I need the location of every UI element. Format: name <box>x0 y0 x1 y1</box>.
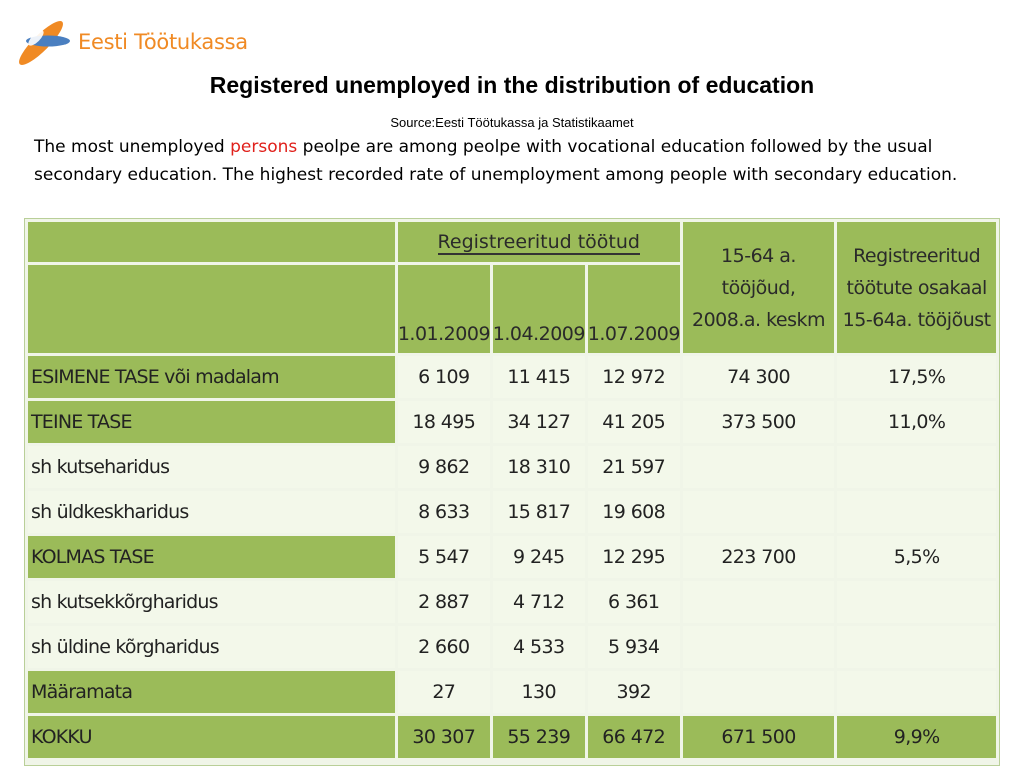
cell-labour-force <box>683 671 835 713</box>
labour-force-header-line2: 2008.a. keskm <box>691 308 826 331</box>
cell-value: 34 127 <box>493 401 585 443</box>
cell-share: 5,5% <box>837 536 996 578</box>
cell-value: 392 <box>588 671 680 713</box>
cell-value: 21 597 <box>588 446 680 488</box>
cell-labour-force: 373 500 <box>683 401 835 443</box>
cell-value: 2 660 <box>398 626 490 668</box>
cell-share <box>837 581 996 623</box>
cell-labour-force <box>683 491 835 533</box>
cell-value: 5 934 <box>588 626 680 668</box>
row-label: KOLMAS TASE <box>28 536 395 578</box>
cell-share: 11,0% <box>837 401 996 443</box>
cell-value: 6 109 <box>398 356 490 398</box>
paragraph-text-start: The most unemployed <box>34 137 231 157</box>
share-header <box>837 222 996 353</box>
row-label: sh üldine kõrgharidus <box>28 626 395 668</box>
cell-value: 18 310 <box>493 446 585 488</box>
date-header: 1.07.2009 <box>588 265 680 353</box>
source-line: Source:Eesti Töötukassa ja Statistikaamet <box>390 115 634 130</box>
cell-value: 2 887 <box>398 581 490 623</box>
cell-value: 30 307 <box>398 716 490 758</box>
description-paragraph <box>34 134 1009 189</box>
share-header-line1: Registreeritud <box>853 244 981 267</box>
cell-value: 66 472 <box>588 716 680 758</box>
table-row <box>28 446 996 488</box>
table-row <box>28 536 996 578</box>
cell-value: 12 972 <box>588 356 680 398</box>
logo-text: Eesti Töötukassa <box>78 30 248 54</box>
row-label: sh kutsekkõrgharidus <box>28 581 395 623</box>
table-row <box>28 671 996 713</box>
education-table <box>24 218 1000 766</box>
cell-value: 4 533 <box>493 626 585 668</box>
paragraph-highlight: persons <box>230 137 298 157</box>
cell-value: 5 547 <box>398 536 490 578</box>
cell-value: 4 712 <box>493 581 585 623</box>
share-header-line3: 15-64a. tööjõust <box>842 308 991 331</box>
row-label: KOKKU <box>28 716 395 758</box>
row-label: ESIMENE TASE või madalam <box>28 356 395 398</box>
cell-value: 41 205 <box>588 401 680 443</box>
cell-share <box>837 671 996 713</box>
row-label: sh üldkeskharidus <box>28 491 395 533</box>
cell-labour-force <box>683 446 835 488</box>
row-label: Määramata <box>28 671 395 713</box>
date-header: 1.04.2009 <box>493 265 585 353</box>
page-title: Registered unemployed in the distribution of education <box>209 72 815 98</box>
cell-share: 9,9% <box>837 716 996 758</box>
cell-value: 15 817 <box>493 491 585 533</box>
cell-value: 18 495 <box>398 401 490 443</box>
table-row <box>28 626 996 668</box>
corner-header-bottom <box>28 265 395 353</box>
cell-labour-force: 671 500 <box>683 716 835 758</box>
cell-value: 9 862 <box>398 446 490 488</box>
table-row <box>28 356 996 398</box>
cell-labour-force <box>683 626 835 668</box>
cell-value: 6 361 <box>588 581 680 623</box>
cell-share: 17,5% <box>837 356 996 398</box>
cell-value: 12 295 <box>588 536 680 578</box>
table-row <box>28 401 996 443</box>
row-label: TEINE TASE <box>28 401 395 443</box>
logo <box>14 14 248 70</box>
date-header: 1.01.2009 <box>398 265 490 353</box>
cell-labour-force: 223 700 <box>683 536 835 578</box>
labour-force-header <box>683 222 835 353</box>
cell-value: 11 415 <box>493 356 585 398</box>
cell-labour-force: 74 300 <box>683 356 835 398</box>
cell-value: 8 633 <box>398 491 490 533</box>
tootukassa-logo-icon <box>14 14 72 70</box>
share-header-line2: töötute osakaal <box>846 276 987 299</box>
cell-value: 27 <box>398 671 490 713</box>
table-row <box>28 491 996 533</box>
group-header-cell <box>398 222 680 262</box>
cell-share <box>837 491 996 533</box>
row-label: sh kutseharidus <box>28 446 395 488</box>
cell-share <box>837 626 996 668</box>
cell-value: 130 <box>493 671 585 713</box>
cell-value: 19 608 <box>588 491 680 533</box>
cell-share <box>837 446 996 488</box>
table-row-total <box>28 716 996 758</box>
corner-header-top <box>28 222 395 262</box>
paragraph-text-end: peolpe are among peolpe with vocational education followed by the usual secondary education. The highest recorded rate of unemployment among people with secondary education. <box>34 137 958 185</box>
group-header: Registreeritud töötud <box>437 231 640 253</box>
table-row <box>28 581 996 623</box>
labour-force-header-line1: 15-64 a. tööjõud, <box>721 244 796 299</box>
cell-value: 55 239 <box>493 716 585 758</box>
cell-value: 9 245 <box>493 536 585 578</box>
cell-labour-force <box>683 581 835 623</box>
